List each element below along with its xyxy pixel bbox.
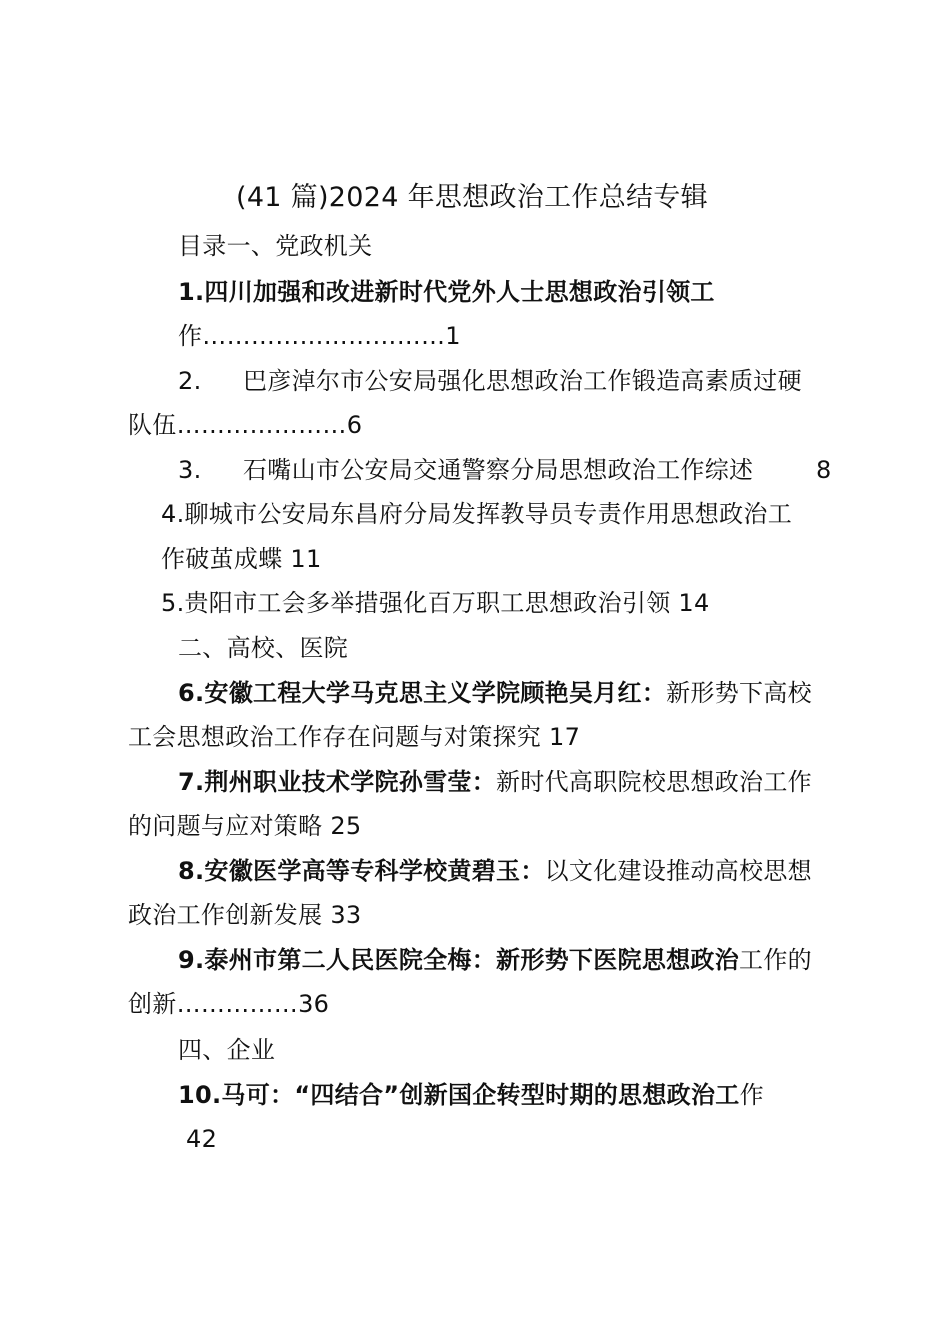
toc-entry-7-line2: 的问题与应对策略 25 bbox=[128, 812, 362, 840]
toc-heading: 目录一、党政机关 bbox=[178, 232, 373, 260]
toc-entry-6-author: 6.安徽工程大学马克思主义学院顾艳吴月红： bbox=[178, 679, 667, 707]
toc-entry-8-line2: 政治工作创新发展 33 bbox=[128, 901, 362, 929]
toc-entry-8-author: 8.安徽医学高等专科学校黄碧玉： bbox=[178, 857, 545, 885]
toc-entry-9-line1 bbox=[178, 942, 812, 978]
toc-entry-9-line2: 创新……………36 bbox=[128, 990, 330, 1018]
toc-entry-10-line2: 42 bbox=[186, 1125, 218, 1153]
section-heading-enterprises: 四、企业 bbox=[178, 1036, 276, 1064]
section-heading-universities: 二、高校、医院 bbox=[178, 634, 349, 662]
toc-entry-3-page: 8 bbox=[816, 456, 832, 484]
toc-entry-3-text: 石嘴山市公安局交通警察分局思想政治工作综述 bbox=[243, 456, 754, 484]
toc-entry-10-line1 bbox=[178, 1077, 764, 1113]
toc-entry-10-title: 作 bbox=[739, 1081, 764, 1109]
toc-entry-2-line1: 巴彦淖尔市公安局强化思想政治工作锻造高素质过硬 bbox=[243, 367, 802, 395]
toc-entry-9-author: 9.泰州市第二人民医院全梅：新形势下医院思想政治 bbox=[178, 946, 740, 974]
toc-entry-2-line2: 队伍…………………6 bbox=[128, 411, 363, 439]
toc-entry-1-line2: 作…………………………1 bbox=[178, 322, 461, 350]
page-title: (41 篇)2024 年思想政治工作总结专辑 bbox=[236, 182, 708, 213]
toc-entry-8-title: 以文化建设推动高校思想 bbox=[544, 857, 812, 885]
toc-entry-6-title: 新形势下高校 bbox=[666, 679, 812, 707]
toc-entry-1-line1: 1.四川加强和改进新时代党外人士思想政治引领工 bbox=[178, 278, 715, 306]
toc-entry-7-line1 bbox=[178, 764, 812, 800]
toc-entry-9-title: 工作的 bbox=[739, 946, 812, 974]
toc-entry-5-text: 5.贵阳市工会多举措强化百万职工思想政治引领 14 bbox=[161, 589, 710, 617]
toc-entry-4-line1: 4.聊城市公安局东昌府分局发挥教导员专责作用思想政治工 bbox=[161, 500, 792, 528]
toc-entry-4-line2: 作破茧成蝶 11 bbox=[161, 545, 322, 573]
toc-entry-10-author: 10.马可：“四结合”创新国企转型时期的思想政治工 bbox=[178, 1081, 740, 1109]
toc-entry-7-title: 新时代高职院校思想政治工作 bbox=[496, 768, 812, 796]
toc-entry-8-line1 bbox=[178, 853, 812, 889]
toc-entry-2-num: 2. bbox=[178, 367, 202, 395]
toc-entry-3-num: 3. bbox=[178, 456, 202, 484]
toc-entry-6-line2: 工会思想政治工作存在问题与对策探究 17 bbox=[128, 723, 581, 751]
toc-entry-7-author: 7.荆州职业技术学院孙雪莹： bbox=[178, 768, 497, 796]
toc-entry-6-line1 bbox=[178, 675, 812, 711]
